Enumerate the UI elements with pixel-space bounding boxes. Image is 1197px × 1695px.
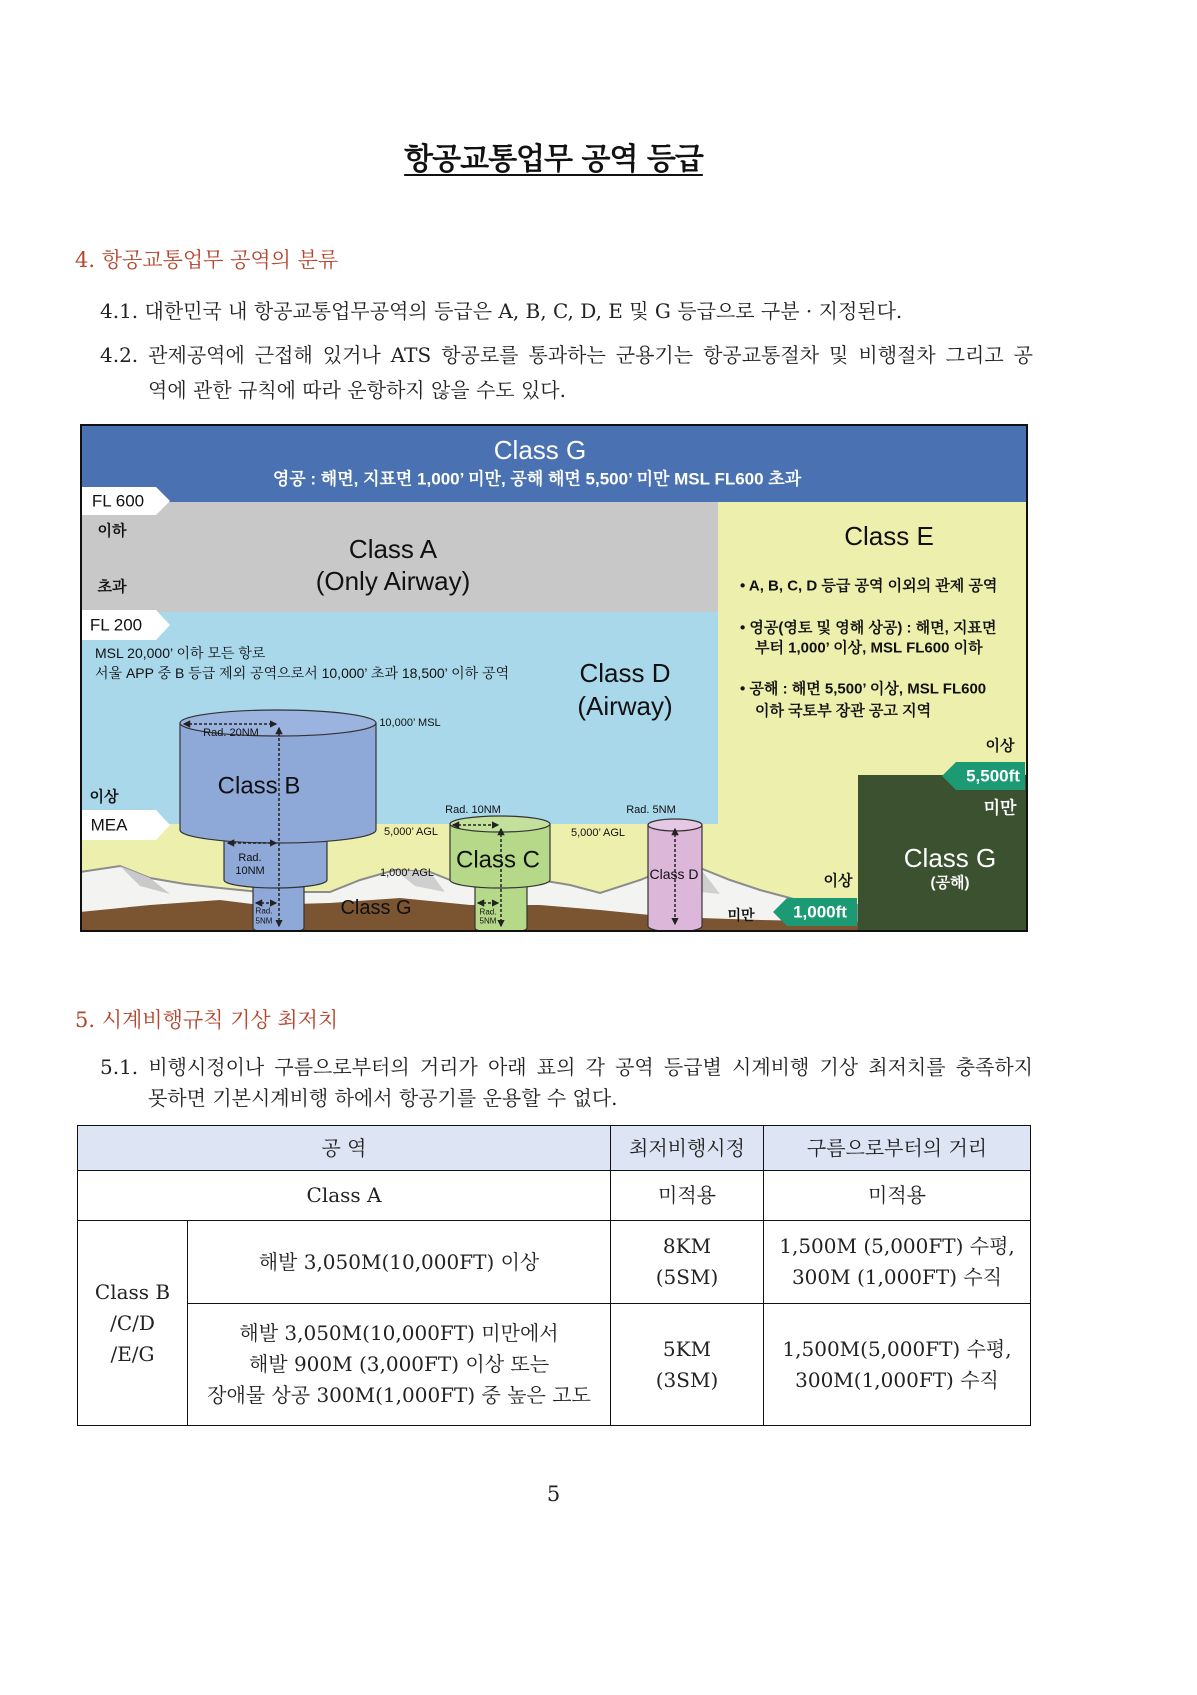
visibility-line: (3SM)	[655, 1367, 719, 1392]
table-header-row	[78, 1126, 1031, 1171]
cell-class-group	[78, 1221, 188, 1426]
table-row	[78, 1304, 1031, 1426]
cloud-distance-line: 1,500M(5,000FT) 수평,	[782, 1336, 1012, 1361]
table-row	[78, 1221, 1031, 1304]
class-e-bullet-3: • 공해 : 해면 5,500’ 이상, MSL FL600	[740, 680, 987, 698]
class-b-radius-5-line-2: 5NM	[255, 916, 273, 926]
header-airspace: 공 역	[78, 1126, 611, 1171]
paragraph-4-2-line-1: 4.2. 관제공역에 근접해 있거나 ATS 항공로를 통과하는 군용기는 항공교통절차 및 비행절차 그리고 공	[100, 343, 1033, 367]
condition-line: 해발 3,050M(10,000FT) 미만에서	[239, 1321, 559, 1345]
class-c-top	[450, 816, 550, 832]
fl200-above-label: 초과	[97, 578, 127, 596]
mea-label: MEA	[90, 815, 128, 835]
section-5-heading: 5. 시계비행규칙 기상 최저치	[75, 1008, 339, 1032]
class-e-bullet-2-cont: 부터 1,000’ 이상, MSL FL600 이하	[755, 639, 983, 657]
table-row	[78, 1171, 1031, 1221]
fl200-label: FL 200	[89, 615, 143, 635]
sea-below-high-label: 미만	[983, 798, 1017, 818]
sea-above-low-label: 이상	[823, 872, 853, 890]
class-c-label: Class C	[455, 846, 541, 874]
cell-airspace: Class A	[78, 1171, 611, 1221]
condition-line: 해발 900M (3,000FT) 이상 또는	[248, 1352, 550, 1376]
fl600-below-label: 이하	[97, 522, 127, 540]
visibility-line: 8KM	[662, 1234, 712, 1258]
sea-below-low-label: 미만	[727, 907, 755, 923]
class-b-label: Class B	[217, 772, 301, 800]
class-d-airway-line-1: MSL 20,000’ 이하 모든 항로	[95, 645, 266, 661]
class-group-line: /C/D	[110, 1310, 155, 1335]
paragraph-5-1-line-1: 5.1. 비행시정이나 구름으로부터의 거리가 아래 표의 각 공역 등급별 시계비행 기상 최저치를 충족하지	[100, 1055, 1033, 1079]
class-c-radius-10: Rad. 10NM	[445, 804, 501, 816]
altitude-1000-agl: 1,000’ AGL	[379, 867, 435, 879]
cloud-distance-line: 300M (1,000FT) 수직	[791, 1265, 1003, 1289]
cell-cloud-distance	[764, 1221, 1031, 1304]
sea-threshold-high-label: 5,500ft	[966, 766, 1020, 786]
cell-condition	[188, 1304, 611, 1426]
cell-visibility	[611, 1221, 764, 1304]
condition-line: 해발 3,050M(10,000FT) 이상	[258, 1249, 540, 1274]
class-d-airway-line-2: 서울 APP 중 B 등급 제외 공역으로서 10,000’ 초과 18,500’ 이하 공역	[95, 665, 510, 681]
class-g-low-label: Class G	[340, 897, 412, 919]
class-g-upper-label: Class G	[493, 435, 587, 465]
section-4-heading: 4. 항공교통업무 공역의 분류	[75, 248, 339, 272]
header-cloud-distance: 구름으로부터의 거리	[764, 1126, 1031, 1171]
class-b-radius-5-line-1: Rad.	[255, 906, 273, 916]
page-number: 5	[546, 1482, 561, 1506]
vfr-minima-table	[77, 1125, 1031, 1426]
paragraph-4-1: 4.1. 대한민국 내 항공교통업무공역의 등급은 A, B, C, D, E 및 G 등급으로 구분 · 지정된다.	[100, 299, 903, 323]
class-e-bullet-2: • 영공(영토 및 영해 상공) : 해면, 지표면	[740, 619, 997, 637]
class-group-line: /E/G	[110, 1341, 155, 1366]
airspace-diagram-svg	[80, 424, 1028, 932]
sea-threshold-low-label: 1,000ft	[793, 902, 847, 922]
class-d-small-label: Class D	[649, 866, 699, 882]
class-a-note: (Only Airway)	[315, 566, 471, 596]
sea-above-high-label: 이상	[985, 737, 1015, 755]
cell-cloud-distance: 미적용	[764, 1171, 1031, 1221]
cloud-distance-line: 300M(1,000FT) 수직	[795, 1367, 999, 1392]
altitude-10000-msl: 10,000’ MSL	[379, 717, 441, 729]
page-title: 항공교통업무 공역 등급	[404, 142, 703, 177]
paragraph-5-1-line-2: 못하면 기본시계비행 하에서 항공기를 운용할 수 없다.	[148, 1086, 618, 1110]
altitude-5000-agl-b: 5,000’ AGL	[383, 826, 439, 838]
class-d-airway-note: (Airway)	[577, 691, 673, 721]
class-g-upper-description: 영공 : 해면, 지표면 1,000’ 미만, 공해 해면 5,500’ 미만 MSL FL600 초과	[272, 469, 802, 489]
class-e-bullet-1: • A, B, C, D 등급 공역 이외의 관제 공역	[740, 577, 998, 595]
cell-visibility: 미적용	[611, 1171, 764, 1221]
altitude-5000-agl-c: 5,000’ AGL	[570, 827, 626, 839]
class-d-small-radius: Rad. 5NM	[626, 804, 676, 816]
mea-above-label: 이상	[89, 788, 119, 806]
class-e-bullet-3-cont: 이하 국토부 장관 공고 지역	[755, 702, 932, 720]
class-b-radius-10-line-2: 10NM	[235, 865, 265, 877]
visibility-line: 5KM	[662, 1336, 712, 1361]
paragraph-4-2-line-2: 역에 관한 규칙에 따라 운항하지 않을 수도 있다.	[148, 378, 566, 402]
class-g-sea-label: Class G	[903, 843, 997, 873]
class-c-radius-5-line-1: Rad.	[479, 907, 497, 917]
class-group-line: Class B	[94, 1279, 171, 1304]
class-g-sea-note: (공해)	[930, 874, 970, 892]
cell-visibility	[611, 1304, 764, 1426]
class-c-radius-5-line-2: 5NM	[479, 916, 497, 926]
cell-condition	[188, 1221, 611, 1304]
cell-cloud-distance	[764, 1304, 1031, 1426]
class-d-airway-label: Class D	[579, 658, 671, 688]
class-a-label: Class A	[348, 534, 438, 564]
fl600-label: FL 600	[91, 491, 145, 511]
class-b-radius-20: Rad. 20NM	[203, 727, 259, 739]
header-min-visibility: 최저비행시정	[611, 1126, 764, 1171]
visibility-line: (5SM)	[655, 1265, 719, 1289]
condition-line: 장애물 상공 300M(1,000FT) 중 높은 고도	[207, 1383, 591, 1407]
airspace-classification-diagram	[80, 424, 1028, 932]
cloud-distance-line: 1,500M (5,000FT) 수평,	[779, 1234, 1015, 1258]
class-b-radius-10-line-1: Rad.	[238, 852, 262, 864]
class-e-label: Class E	[844, 521, 934, 551]
